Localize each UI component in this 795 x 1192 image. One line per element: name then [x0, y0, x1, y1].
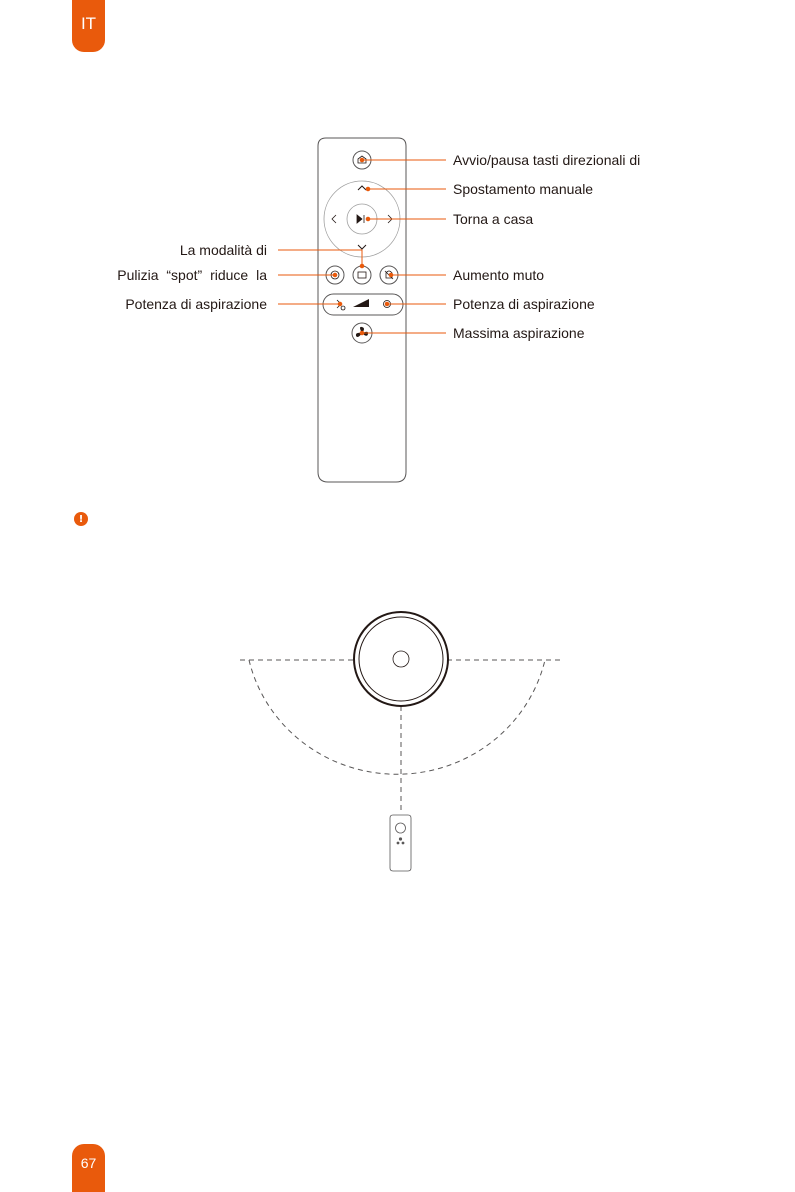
label-suction-power-left: Potenza di aspirazione: [125, 296, 267, 312]
label-spot-mode: La modalità di: [179, 242, 267, 258]
page-number: 67: [72, 1144, 105, 1192]
label-spot-cleaning: Pulizia “spot” riduce la: [117, 267, 267, 283]
robot-vacuum: [354, 612, 448, 706]
edge-button: [353, 266, 371, 284]
label-max-suction: Massima aspirazione: [453, 325, 585, 341]
label-manual-move: Spostamento manuale: [453, 181, 594, 197]
language-tab: IT: [72, 0, 105, 52]
label-mute: Aumento muto: [453, 267, 545, 283]
small-remote: [390, 815, 411, 871]
label-start-pause: Avvio/pausa tasti direzionali di: [453, 152, 641, 168]
exclamation-icon: !: [74, 512, 88, 526]
label-suction-power-right: Potenza di aspirazione: [453, 296, 595, 312]
label-return-home: Torna a casa: [453, 211, 534, 227]
